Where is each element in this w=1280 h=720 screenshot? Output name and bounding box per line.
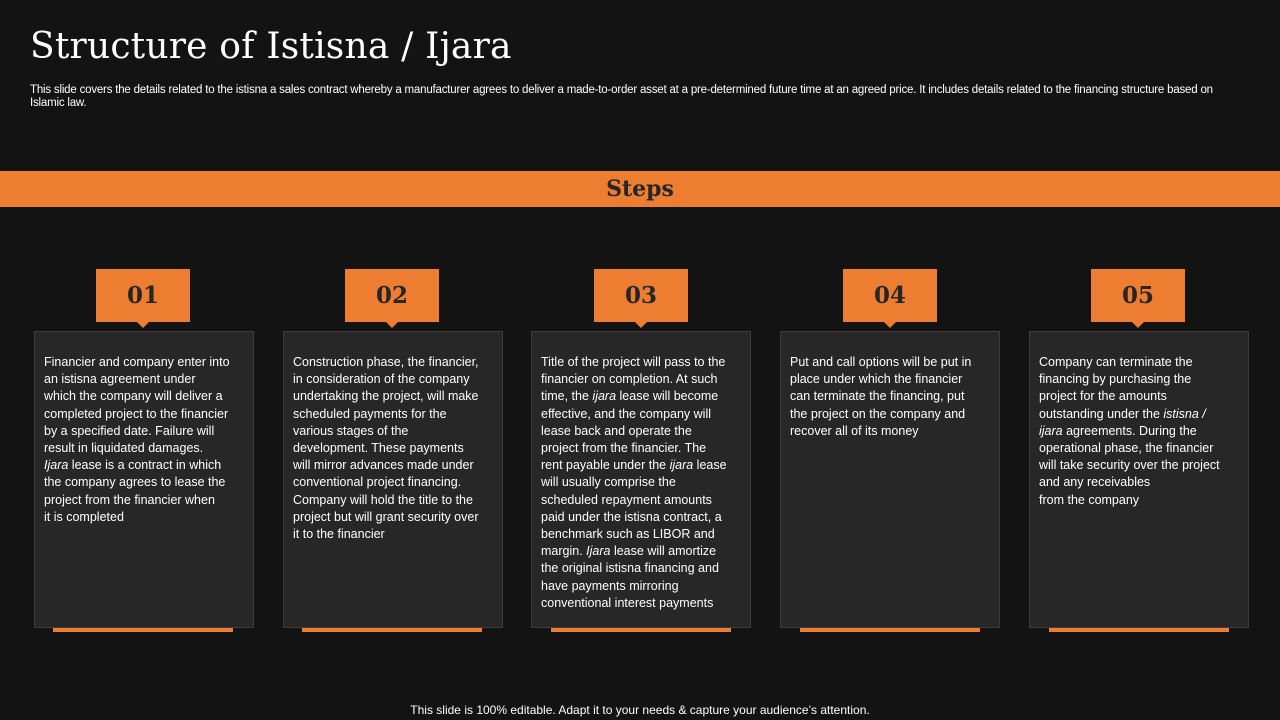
step-text-line: ijara agreements. During the <box>1039 423 1197 438</box>
step-card-5 <box>1029 331 1249 628</box>
step-text-line: conventional project financing. <box>293 475 462 490</box>
step-underbar-5 <box>1049 628 1229 632</box>
step-text-line: completed project to the financier <box>44 406 229 421</box>
step-text-line: which the company will deliver a <box>44 389 223 404</box>
step-text-line: Ijara lease is a contract in which <box>44 458 222 473</box>
step-text-line: result in liquidated damages. <box>44 441 204 456</box>
step-text-line: have payments mirroring <box>541 578 679 593</box>
step-text-line: rent payable under the ijara lease <box>541 458 727 473</box>
step-badge-4 <box>843 269 937 322</box>
step-text-line: lease back and operate the <box>541 423 692 438</box>
steps-band <box>0 171 1280 207</box>
step-text-line: Financier and company enter into <box>44 355 230 369</box>
step-text-line: it is completed <box>44 509 124 524</box>
step-text-line: by a specified date. Failure will <box>44 423 215 438</box>
step-text-2 <box>293 354 495 543</box>
step-text-line: project from the financier when <box>44 492 215 507</box>
slide-subtitle: This slide covers the details related to the istisna a sales contract whereby a manufacturer agrees to deliver a made-to-order asset at a pre-determined future time at an agreed price. It includes details related to the financing structure based on Islamic law. <box>30 84 1213 109</box>
step-text-line: operational phase, the financier <box>1039 441 1214 456</box>
step-text-line: project for the amounts <box>1039 389 1167 404</box>
slide-footer: This slide is 100% editable. Adapt it to your needs & capture your audience’s attention. <box>410 703 870 717</box>
step-card-4 <box>780 331 1000 628</box>
step-text-line: recover all of its money <box>790 423 919 438</box>
step-text-line: place under which the financier <box>790 372 963 387</box>
step-text-line: the original istisna financing and <box>541 561 719 576</box>
step-number-5: 05 <box>1121 282 1154 309</box>
step-text-line: undertaking the project, will make <box>293 389 479 404</box>
step-badge-5 <box>1091 269 1185 322</box>
step-badge-2 <box>345 269 439 322</box>
step-card-1 <box>34 331 254 628</box>
step-text-line: scheduled repayment amounts <box>541 492 712 507</box>
step-text-3 <box>541 354 743 612</box>
step-text-line: financier on completion. At such <box>541 372 718 387</box>
step-badge-3 <box>594 269 688 322</box>
step-underbar-2 <box>302 628 482 632</box>
step-underbar-1 <box>53 628 233 632</box>
step-text-line: it to the financier <box>293 527 385 542</box>
step-text-line: will mirror advances made under <box>293 458 474 473</box>
step-number-1: 01 <box>126 282 159 309</box>
step-underbar-3 <box>551 628 731 632</box>
step-text-line: time, the ijara lease will become <box>541 389 719 404</box>
step-text-line: conventional interest payments <box>541 595 714 610</box>
step-text-1 <box>44 354 246 526</box>
step-text-line: Company will hold the title to the <box>293 492 473 507</box>
step-text-line: will usually comprise the <box>541 475 676 490</box>
step-text-line: the company agrees to lease the <box>44 475 226 490</box>
step-text-line: scheduled payments for the <box>293 406 447 421</box>
step-text-line: development. These payments <box>293 441 464 456</box>
step-text-line: margin. Ijara lease will amortize <box>541 544 717 559</box>
step-text-line: and any receivables <box>1039 475 1151 490</box>
steps-band-label: Steps <box>606 176 674 202</box>
step-text-line: outstanding under the istisna / <box>1039 406 1206 421</box>
step-number-3: 03 <box>624 282 657 309</box>
step-text-line: Company can terminate the <box>1039 355 1193 369</box>
step-text-line: paid under the istisna contract, a <box>541 509 722 524</box>
step-number-4: 04 <box>873 282 906 309</box>
step-text-line: the project on the company and <box>790 406 966 421</box>
step-text-line: project from the financier. The <box>541 441 707 456</box>
step-text-line: an istisna agreement under <box>44 372 196 387</box>
step-text-line: Title of the project will pass to the <box>541 355 726 369</box>
slide-title: Structure of Istisna / Ijara <box>30 26 512 67</box>
step-text-line: various stages of the <box>293 423 409 438</box>
step-underbar-4 <box>800 628 980 632</box>
step-text-5 <box>1039 354 1241 509</box>
step-text-line: can terminate the financing, put <box>790 389 965 404</box>
step-text-line: in consideration of the company <box>293 372 470 387</box>
step-text-line: Construction phase, the financier, <box>293 355 479 369</box>
step-card-2 <box>283 331 503 628</box>
step-text-4 <box>790 354 992 440</box>
step-text-line: will take security over the project <box>1039 458 1220 473</box>
step-text-line: benchmark such as LIBOR and <box>541 527 715 542</box>
step-badge-1 <box>96 269 190 322</box>
step-text-line: financing by purchasing the <box>1039 372 1192 387</box>
step-card-3 <box>531 331 751 628</box>
step-text-line: from the company <box>1039 492 1140 507</box>
step-number-2: 02 <box>375 282 408 309</box>
step-text-line: effective, and the company will <box>541 406 712 421</box>
step-text-line: Put and call options will be put in <box>790 355 972 369</box>
step-text-line: project but will grant security over <box>293 509 479 524</box>
